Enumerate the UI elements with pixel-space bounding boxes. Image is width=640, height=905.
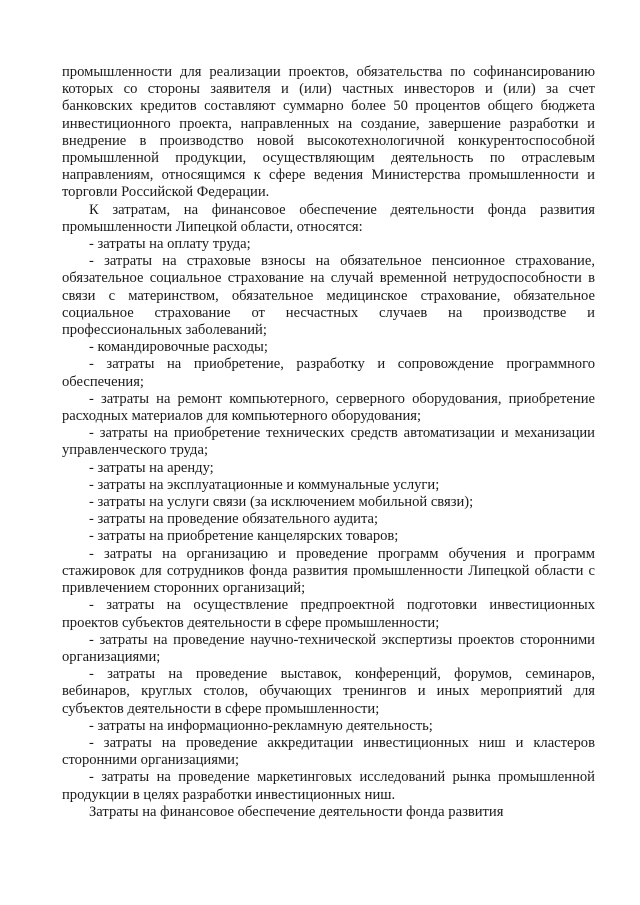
list-item-advertising: - затраты на информационно-рекламную деятельность; xyxy=(89,717,433,734)
list-item-preproject: - затраты на осуществление предпроектной подготовки инвестиционных проектов субъектов деятельности в сфере промышленности; xyxy=(62,597,595,631)
paragraph-continuation: промышленности для реализации проектов, обязательства по софинансированию которых со стороны заявителя и (или) частных инвесторов и (или) за счет банковских кредитов составляют суммарно более 50 процентов общего бюджета инвестиционного проекта, направленных на создание, завершение разработки и внедрение в производство новой высокотехнологичной конкурентоспособной промышленной продукции, осуществляющим деятельность по отраслевым направлениям, относящимся к сфере ведения Министерства промышленности и торговли Российской Федерации. xyxy=(62,64,595,201)
list-item-audit: - затраты на проведение обязательного аудита; xyxy=(89,511,379,528)
list-item-software: - затраты на приобретение, разработку и сопровождение программного обеспечения; xyxy=(62,356,595,390)
list-item-utilities: - затраты на эксплуатационные и коммунальные услуги; xyxy=(89,476,440,493)
list-item-events: - затраты на проведение выставок, конференций, форумов, семинаров, вебинаров, круглых столов, обучающих тренингов и иных мероприятий для субъектов деятельности в сфере промышленности; xyxy=(62,666,595,717)
list-item-training: - затраты на организацию и проведение программ обучения и программ стажировок для сотрудников фонда развития промышленности Липецкой области с привлечением сторонних организаций; xyxy=(62,545,595,597)
list-item-insurance: - затраты на страховые взносы на обязательное пенсионное страхование, обязательное социальное страхование на случай временной нетрудоспособности в связи с материнством, обязательное медицинское страхование, обязательное социальное страхование от несчастных случаев на производстве и профессиональных заболеваний; xyxy=(62,253,595,339)
list-item-rent: - затраты на аренду; xyxy=(89,459,214,476)
list-item-stationery: - затраты на приобретение канцелярских товаров; xyxy=(89,528,399,545)
paragraph-final: Затраты на финансовое обеспечение деятельности фонда развития xyxy=(89,803,504,820)
list-item-marketing: - затраты на проведение маркетинговых исследований рынка промышленной продукции в целях разработки инвестиционных ниш. xyxy=(62,769,595,803)
list-item-communications: - затраты на услуги связи (за исключением мобильной связи); xyxy=(89,494,474,511)
document-page xyxy=(62,64,595,821)
list-item-travel: - командировочные расходы; xyxy=(89,339,268,356)
list-item-automation: - затраты на приобретение технических средств автоматизации и механизации управленческого труда; xyxy=(62,425,595,459)
paragraph-costs-intro: К затратам, на финансовое обеспечение деятельности фонда развития промышленности Липецкой области, относятся: xyxy=(62,201,595,235)
list-item-expertise: - затраты на проведение научно-технической экспертизы проектов сторонними организациями; xyxy=(62,631,595,665)
list-item-hardware-repair: - затраты на ремонт компьютерного, серверного оборудования, приобретение расходных материалов для компьютерного оборудования; xyxy=(62,390,595,425)
list-item-labor: - затраты на оплату труда; xyxy=(89,236,251,253)
list-item-accreditation: - затраты на проведение аккредитации инвестиционных ниш и кластеров сторонними организациями; xyxy=(62,734,595,769)
